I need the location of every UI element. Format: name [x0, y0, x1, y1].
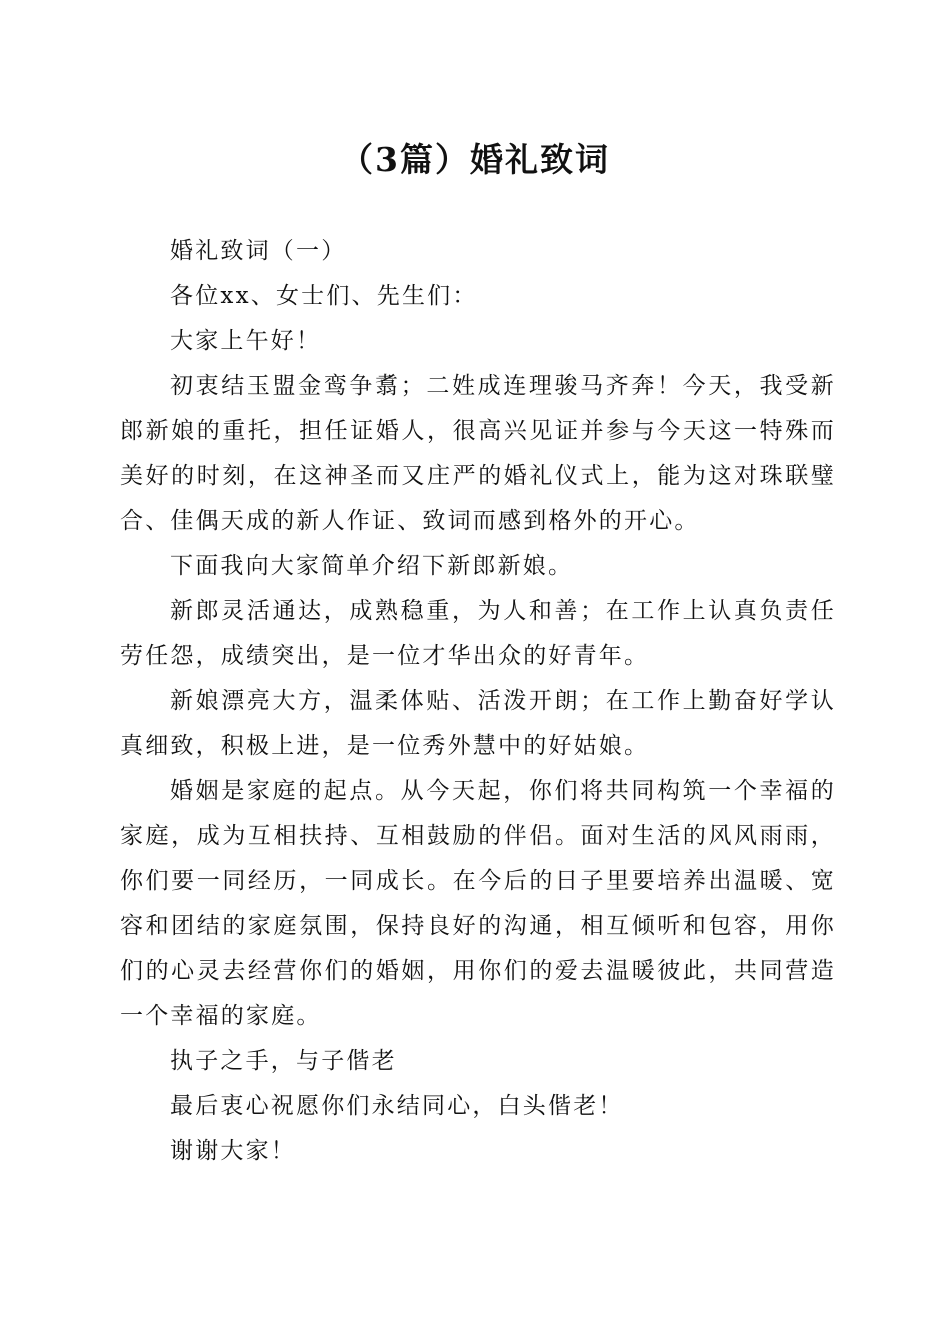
- greeting: 大家上午好！: [170, 328, 322, 354]
- document-body: [120, 229, 836, 1174]
- quote-line: 执子之手，与子偕老: [170, 1048, 397, 1074]
- blessing-line: 最后衷心祝愿你们永结同心，白头偕老！: [170, 1093, 624, 1119]
- groom-paragraph: 新郎灵活通达，成熟稳重，为人和善；在工作上认真负责任劳任怨，成绩突出，是一位才华出众的好青年。: [120, 598, 836, 669]
- closing-line: 谢谢大家！: [170, 1138, 296, 1164]
- bride-paragraph: 新娘漂亮大方，温柔体贴、活泼开朗；在工作上勤奋好学认真细致，积极上进，是一位秀外慧中的好姑娘。: [120, 688, 836, 759]
- section-heading: 婚礼致词（一）: [170, 238, 347, 264]
- salutation: 各位xx、女士们、先生们：: [170, 283, 478, 309]
- intro-paragraph: 下面我向大家简单介绍下新郎新娘。: [170, 553, 574, 579]
- marriage-paragraph: 婚姻是家庭的起点。从今天起，你们将共同构筑一个幸福的家庭，成为互相扶持、互相鼓励的伴侣。面对生活的风风雨雨，你们要一同经历，一同成长。在今后的日子里要培养出温暖、宽容和团结的家庭氛围，保持良好的沟通，相互倾听和包容，用你们的心灵去经营你们的婚姻，用你们的爱去温暖彼此，共同营造一个幸福的家庭。: [120, 778, 836, 1029]
- opening-paragraph: 初衷结玉盟金鸾争翥；二姓成连理骏马齐奔！今天，我受新郎新娘的重托，担任证婚人，很高兴见证并参与今天这一特殊而美好的时刻，在这神圣而又庄严的婚礼仪式上，能为这对珠联璧合、佳偶天成的新人作证、致词而感到格外的开心。: [120, 373, 836, 534]
- document-title: （3篇）婚礼致词: [340, 140, 610, 179]
